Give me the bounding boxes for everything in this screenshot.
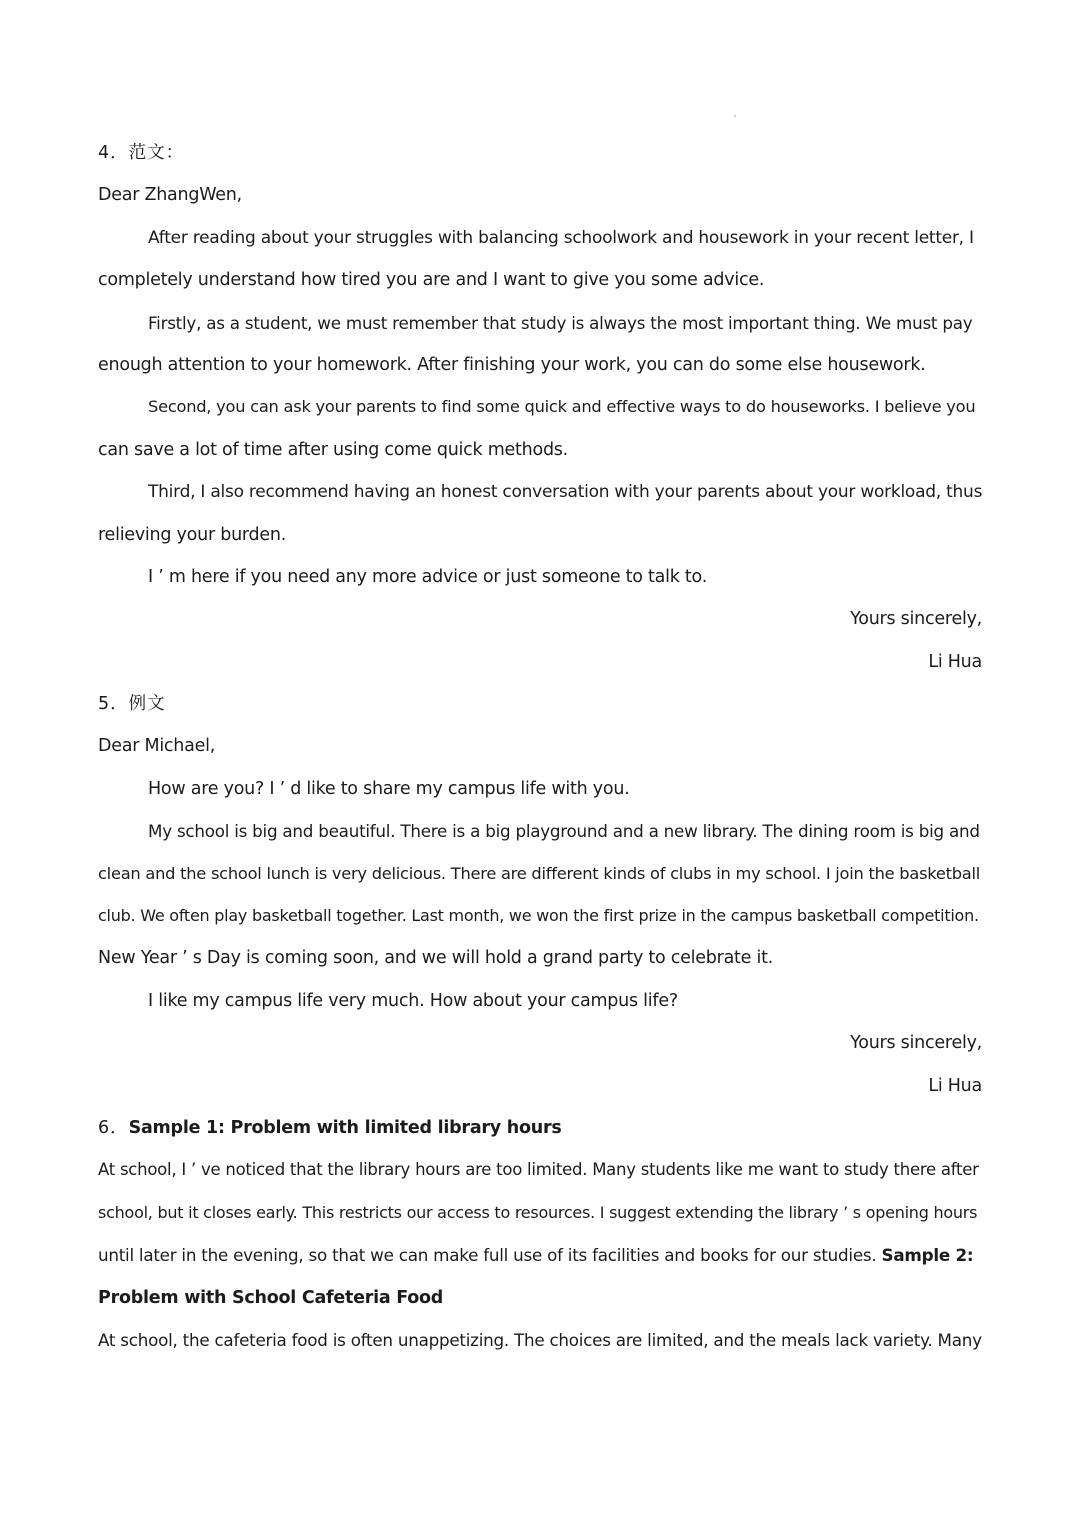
paragraph-line: enough attention to your homework. After finishing your work, you can do some else housework. <box>98 354 926 375</box>
paragraph-line: clean and the school lunch is very delicious. There are different kinds of clubs in my school. I join the basketball <box>98 863 981 883</box>
paragraph-line: After reading about your struggles with balancing schoolwork and housework in your recent letter, I <box>148 227 974 248</box>
paragraph-line: How are you? I ’ d like to share my campus life with you. <box>148 778 630 799</box>
paragraph-line: At school, the cafeteria food is often unappetizing. The choices are limited, and the meals lack variety. Many <box>98 1329 982 1350</box>
letter-closing: Yours sincerely, <box>850 609 982 630</box>
paragraph-line: Firstly, as a student, we must remember that study is always the most important thing. We must pay <box>148 312 973 333</box>
document-page <box>98 138 982 1367</box>
sample-2-title-start: Sample 2: <box>881 1245 974 1266</box>
paragraph-line: school, but it closes early. This restricts our access to resources. I suggest extending the library ’ s opening hours <box>98 1202 978 1222</box>
paragraph-line: I like my campus life very much. How about your campus life? <box>148 990 678 1011</box>
sample-1-title: Sample 1: Problem with limited library hours <box>128 1117 562 1138</box>
paragraph-line: I ’ m here if you need any more advice or just someone to talk to. <box>148 566 708 587</box>
paragraph-line: Second, you can ask your parents to find some quick and effective ways to do houseworks. I believe you <box>148 397 976 417</box>
paragraph-line: can save a lot of time after using come quick methods. <box>98 439 568 460</box>
letter-greeting: Dear ZhangWen, <box>98 185 242 206</box>
paragraph-line: relieving your burden. <box>98 524 287 545</box>
paragraph-line: completely understand how tired you are and I want to give you some advice. <box>98 270 765 291</box>
paragraph-line: My school is big and beautiful. There is a big playground and a new library. The dining room is big and <box>148 821 980 842</box>
letter-signature: Li Hua <box>928 1075 982 1096</box>
paragraph-line: Third, I also recommend having an honest conversation with your parents about your workload, thus <box>148 482 983 503</box>
sample-2-title: Problem with School Cafeteria Food <box>98 1287 444 1308</box>
paragraph-text: until later in the evening, so that we can make full use of its facilities and books for our studies. <box>98 1245 882 1266</box>
paragraph-line: New Year ’ s Day is coming soon, and we will hold a grand party to celebrate it. <box>98 948 774 969</box>
letter-greeting: Dear Michael, <box>98 736 216 757</box>
paragraph-line: club. We often play basketball together. Last month, we won the first prize in the campus basketball competition. <box>98 906 979 926</box>
letter-closing: Yours sincerely, <box>850 1033 982 1054</box>
section-6-number: 6． <box>98 1117 129 1138</box>
section-5-heading: 5．例文 <box>98 694 166 715</box>
letter-signature: Li Hua <box>928 651 982 672</box>
section-6-heading <box>98 1113 982 1155</box>
scan-speck <box>734 115 736 117</box>
section-4-heading: 4．范文： <box>98 143 185 163</box>
paragraph-line <box>98 1240 982 1282</box>
paragraph-line: At school, I ’ ve noticed that the library hours are too limited. Many students like me want to study there after <box>98 1160 979 1180</box>
